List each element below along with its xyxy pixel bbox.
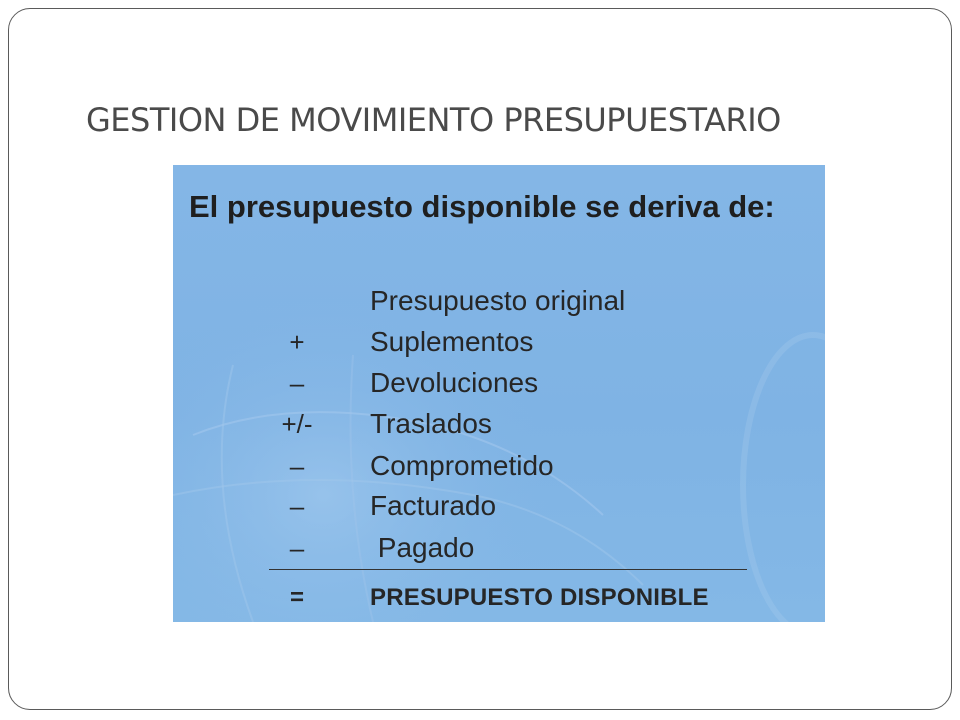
formula-term: Devoluciones (370, 367, 539, 398)
formula-term: Comprometido (370, 450, 554, 481)
formula-operator: + (289, 327, 305, 357)
formula-row-devoluciones (173, 363, 825, 403)
formula-row-pagado (173, 528, 825, 568)
formula-result-row (173, 578, 825, 618)
formula-operator: – (289, 533, 305, 563)
formula-term: Traslados (370, 408, 492, 439)
formula-row-facturado (173, 486, 825, 526)
panel-heading: El presupuesto disponible se deriva de: (189, 189, 775, 224)
formula-row-comprometido (173, 446, 825, 486)
result-term: PRESUPUESTO DISPONIBLE (370, 584, 709, 611)
formula-operator: – (289, 368, 305, 398)
formula-operator: – (289, 491, 305, 521)
formula-term: Presupuesto original (370, 285, 626, 316)
formula-row-original (173, 281, 825, 321)
formula-row-traslados (173, 404, 825, 444)
formula-operator: – (289, 451, 305, 481)
slide-title: GESTION DE MOVIMIENTO PRESUPUESTARIO (86, 101, 781, 139)
formula-term: Facturado (370, 490, 497, 521)
formula-term: Pagado (370, 532, 475, 563)
budget-formula-panel (173, 165, 825, 622)
formula-term: Suplementos (370, 326, 534, 357)
formula-operator: +/- (281, 409, 313, 439)
sum-divider-line (269, 569, 747, 570)
equals-sign: = (289, 584, 304, 611)
formula-row-suplementos (173, 322, 825, 362)
